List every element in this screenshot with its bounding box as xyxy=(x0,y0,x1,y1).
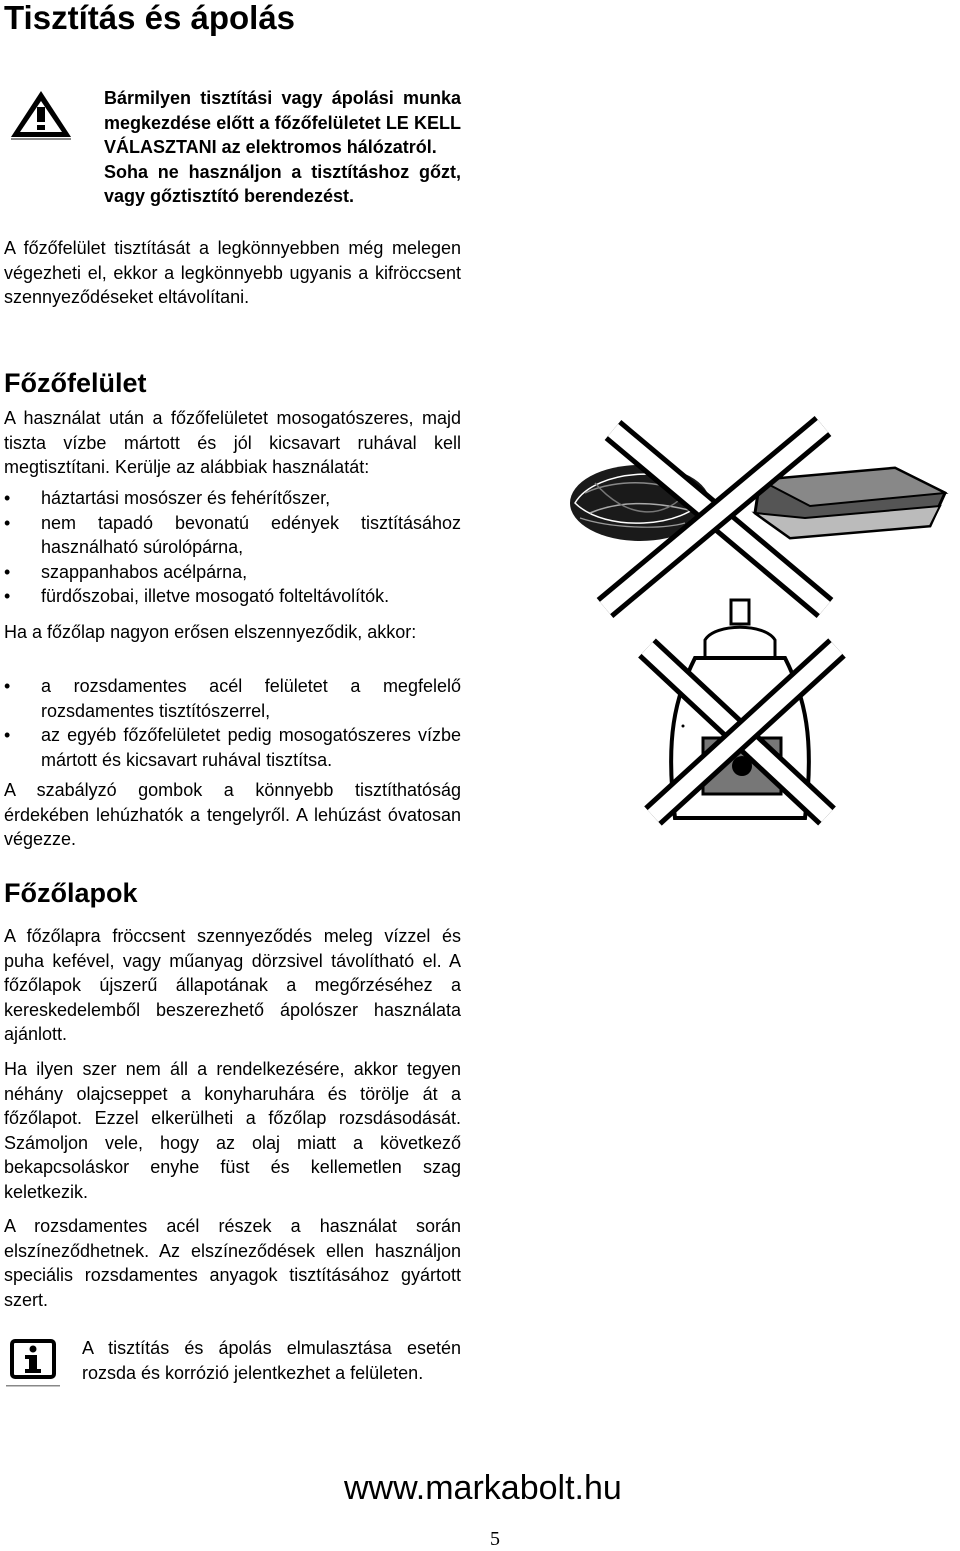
page-number: 5 xyxy=(490,1528,500,1550)
section-heading-fozofelulet: Főzőfelület xyxy=(4,368,147,398)
info-icon xyxy=(6,1336,60,1388)
list-item: • nem tapadó bevonatú edények tisztításához használható súrolópárna, xyxy=(4,511,461,560)
warning-line-steam: Soha ne használjon a tisztításhoz gőzt, vagy gőztisztító berendezést. xyxy=(104,161,461,206)
steps-list xyxy=(4,674,461,772)
avoid-list xyxy=(4,486,461,609)
section-heading-fozolapok: Főzőlapok xyxy=(4,878,138,908)
footer-url: www.markabolt.hu xyxy=(344,1469,622,1507)
scouring-sponge-icon xyxy=(755,468,945,538)
list-item: • a rozsdamentes acél felületet a megfelelő rozsdamentes tisztítószerrel, xyxy=(4,674,461,723)
list-item: • fürdőszobai, illetve mosogató folteltávolítók. xyxy=(4,584,461,609)
section1-para2: Ha a főzőlap nagyon erősen elszennyeződik, akkor: xyxy=(4,622,417,642)
info-text: A tisztítás és ápolás elmulasztása esetén rozsda és korrózió jelentkezhet a felületen. xyxy=(82,1338,461,1383)
section2-para1: A főzőlapra fröccsent szennyeződés meleg vízzel és puha kefével, vagy műanyag dörzsivel távolítható el. A főzőlapok újszerű állapotának a megőrzéséhez a kereskedelemből beszerezhető ápolószer használata ajánlott. xyxy=(4,926,461,1044)
warning-text xyxy=(104,86,461,209)
page-title: Tisztítás és ápolás xyxy=(4,0,296,36)
list-item: • háztartási mosószer és fehérítőszer, xyxy=(4,486,461,511)
list-item: • szappanhabos acélpárna, xyxy=(4,560,461,585)
section2-para2: Ha ilyen szer nem áll a rendelkezésére, akkor tegyen néhány olajcseppet a konyharuhára és törölje át a főzőlapot. Ezzel elkerülheti a főzőlap rozsdásodását. Számoljon vele, hogy az olaj miatt a következő bekapcsoláskor enyhe füst és kellemetlen szag keletkezik. xyxy=(4,1059,461,1202)
info-icon-box xyxy=(6,1336,60,1388)
warning-icon-box xyxy=(8,88,74,140)
intro-paragraph: A főzőfelület tisztítását a legkönnyebben még melegen végezheti el, ekkor a legkönnyebb ugyanis a kifröccsent szennyeződéseket eltávolítani. xyxy=(4,238,461,307)
list-item: • az egyéb főzőfelületet pedig mosogatószeres vízbe mártott és kicsavart ruhával tisztítsa. xyxy=(4,723,461,772)
section1-para3: A szabályzó gombok a könnyebb tisztíthatóság érdekében lehúzhatók a tengelyről. A lehúzást óvatosan végezze. xyxy=(4,780,461,849)
section2-para3: A rozsdamentes acél részek a használat során elszíneződhetnek. Az elszíneződések ellen használjon speciális rozsdamentes anyagok tisztításához gyártott szert. xyxy=(4,1216,461,1310)
warning-line-disconnect: Bármilyen tisztítási vagy ápolási munka megkezdése előtt a főzőfelületet LE KELL VÁLASZTANI az elektromos hálózatról. xyxy=(104,88,461,157)
warning-triangle-icon xyxy=(8,88,74,140)
cleaning-illustration xyxy=(565,408,957,826)
section1-para1: A használat után a főzőfelületet mosogatószeres, majd tiszta vízbe mártott és jól kicsavart ruhával kell megtisztítani. Kerülje az alábbiak használatát: xyxy=(4,408,461,477)
